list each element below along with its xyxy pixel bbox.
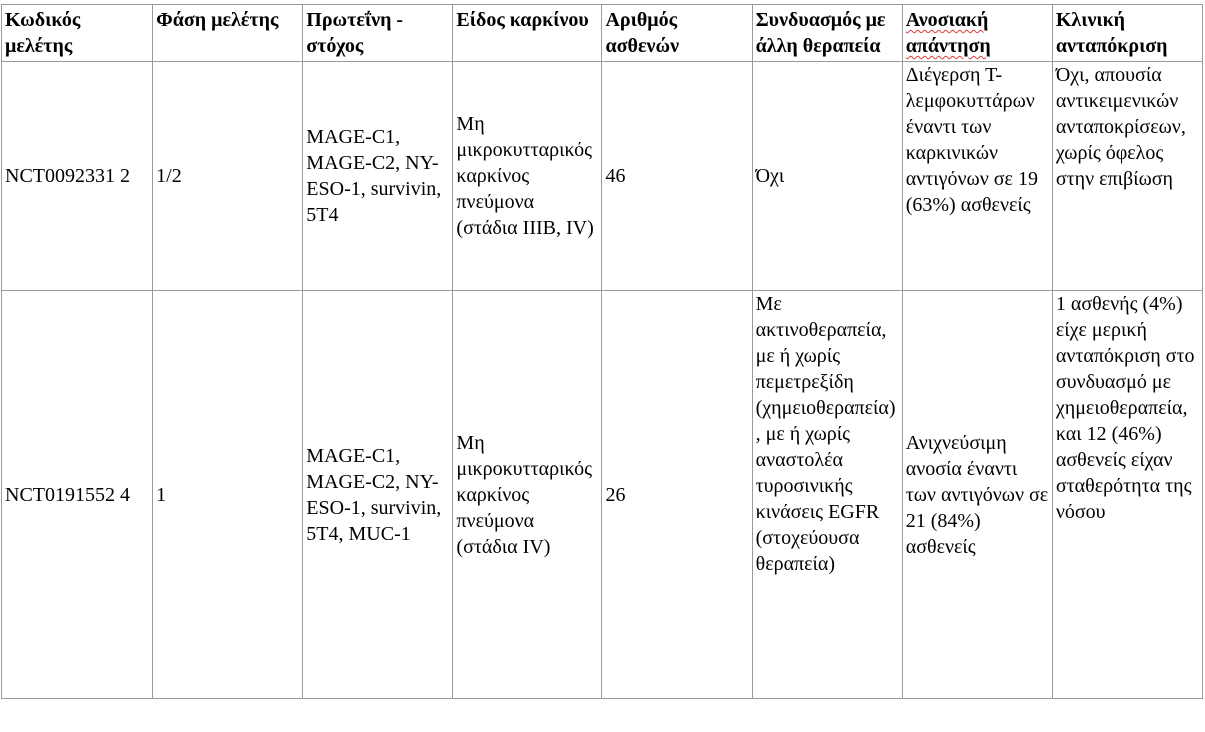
header-cancer-type: Είδος καρκίνου — [453, 5, 602, 62]
cell-study-code: NCT0191552 4 — [2, 291, 153, 699]
table-header-row — [2, 5, 1203, 62]
clinical-trials-table — [1, 4, 1203, 699]
cell-immune-response: Ανιχνεύσιμη ανοσία έναντι των αντιγόνων σε 21 (84%) ασθενείς — [902, 291, 1052, 699]
header-immune-response — [902, 5, 1052, 62]
cell-clinical-response: 1 ασθενής (4%) είχε μερική ανταπόκριση στο συνδυασμό με χημειοθεραπεία, και 12 (46%) ασθενείς είχαν σταθερότητα της νόσου — [1052, 291, 1202, 699]
cell-cancer-type: Μη μικροκυτταρικός καρκίνος πνεύμονα (στάδια IIIB, IV) — [453, 62, 602, 291]
header-target-protein: Πρωτεΐνη - στόχος — [303, 5, 453, 62]
cell-study-phase: 1/2 — [153, 62, 303, 291]
header-study-code: Κωδικός μελέτης — [2, 5, 153, 62]
header-immune-response-text: Ανοσιακή απάντηση — [905, 9, 991, 57]
cell-clinical-response: Όχι, απουσία αντικειμενικών ανταποκρίσεων, χωρίς όφελος στην επιβίωση — [1052, 62, 1202, 291]
cell-target-protein: MAGE-C1, MAGE-C2, NY-ESO-1, survivin, 5T4, MUC-1 — [303, 291, 453, 699]
cell-patient-count: 46 — [602, 62, 752, 291]
cell-cancer-type: Μη μικροκυτταρικός καρκίνος πνεύμονα (στάδια IV) — [453, 291, 602, 699]
cell-study-phase: 1 — [153, 291, 303, 699]
header-study-phase: Φάση μελέτης — [153, 5, 303, 62]
header-combination-therapy: Συνδυασμός με άλλη θεραπεία — [752, 5, 902, 62]
header-patient-count: Αριθμός ασθενών — [602, 5, 752, 62]
cell-patient-count: 26 — [602, 291, 752, 699]
cell-combination-therapy: Όχι — [752, 62, 902, 291]
cell-target-protein: MAGE-C1, MAGE-C2, NY-ESO-1, survivin, 5T4 — [303, 62, 453, 291]
header-clinical-response: Κλινική ανταπόκριση — [1052, 5, 1202, 62]
table-row — [2, 62, 1203, 291]
cell-combination-therapy: Με ακτινοθεραπεία, με ή χωρίς πεμετρεξίδη (χημειοθεραπεία), με ή χωρίς αναστολέα τυροσινικής κινάσεις EGFR (στοχεύουσα θεραπεία) — [752, 291, 902, 699]
cell-immune-response: Διέγερση Τ-λεμφοκυττάρων έναντι των καρκινικών αντιγόνων σε 19 (63%) ασθενείς — [902, 62, 1052, 291]
table-row — [2, 291, 1203, 699]
cell-study-code: NCT0092331 2 — [2, 62, 153, 291]
